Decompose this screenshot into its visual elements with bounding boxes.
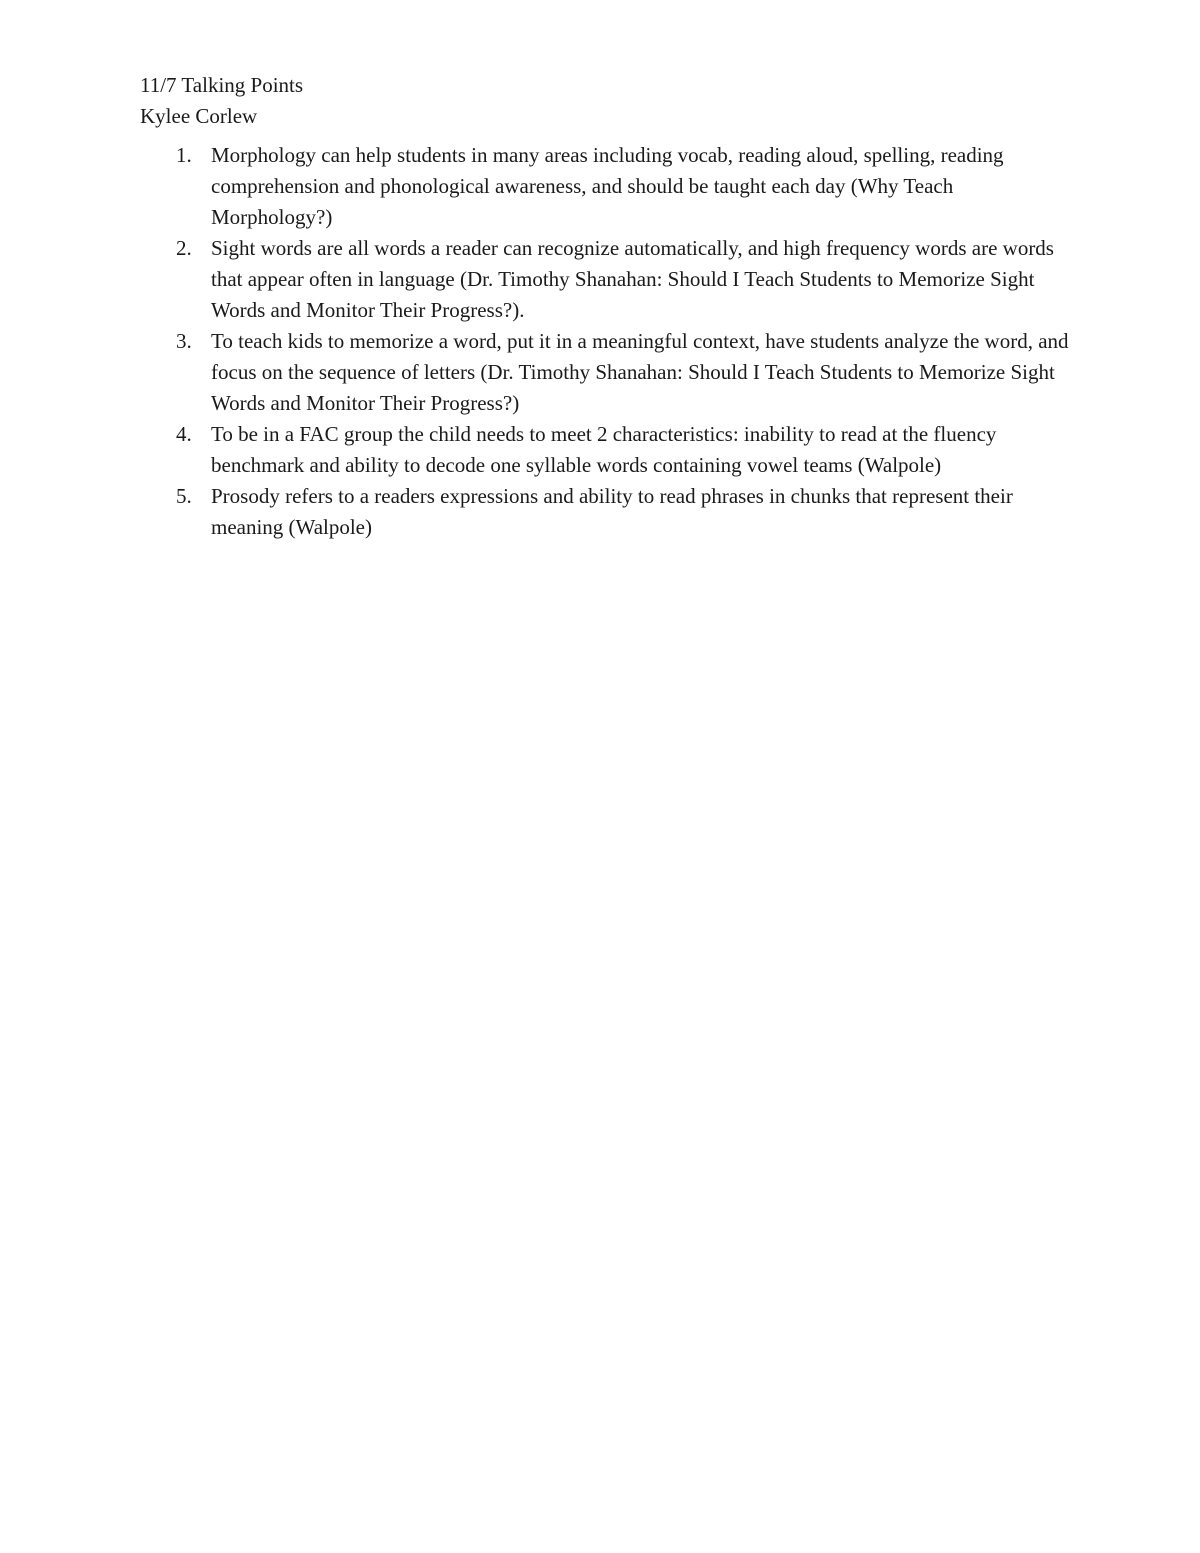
- list-item: [140, 140, 1070, 233]
- list-item-number: 1.: [176, 143, 192, 167]
- list-item-text: To teach kids to memorize a word, put it in a meaningful context, have students analyze the word, and focus on the sequence of letters (Dr. Timothy Shanahan: Should I Teach Students to Memorize Sight Words and Monitor Their Progress?): [211, 329, 1069, 415]
- list-item-number: 3.: [176, 329, 192, 353]
- list-item-number: 5.: [176, 484, 192, 508]
- list-item-text: To be in a FAC group the child needs to meet 2 characteristics: inability to read at the fluency benchmark and ability to decode one syllable words containing vowel teams (Walpole): [211, 422, 997, 477]
- list-item: [140, 233, 1070, 326]
- talking-points-list: [140, 140, 1070, 543]
- list-item-number: 2.: [176, 236, 192, 260]
- list-item-text: Morphology can help students in many areas including vocab, reading aloud, spelling, reading comprehension and phonological awareness, and should be taught each day (Why Teach Morphology?): [211, 143, 1004, 229]
- document-body: [140, 70, 1070, 543]
- list-item-text: Sight words are all words a reader can recognize automatically, and high frequency words are words that appear often in language (Dr. Timothy Shanahan: Should I Teach Students to Memorize Sight Words and Monitor Their Progress?).: [211, 236, 1054, 322]
- list-item: [140, 326, 1070, 419]
- author-name: Kylee Corlew: [140, 104, 258, 128]
- list-item: [140, 419, 1070, 481]
- list-item-number: 4.: [176, 422, 192, 446]
- document-title: 11/7 Talking Points: [140, 73, 304, 97]
- list-item-text: Prosody refers to a readers expressions and ability to read phrases in chunks that represent their meaning (Walpole): [211, 484, 1013, 539]
- list-item: [140, 481, 1070, 543]
